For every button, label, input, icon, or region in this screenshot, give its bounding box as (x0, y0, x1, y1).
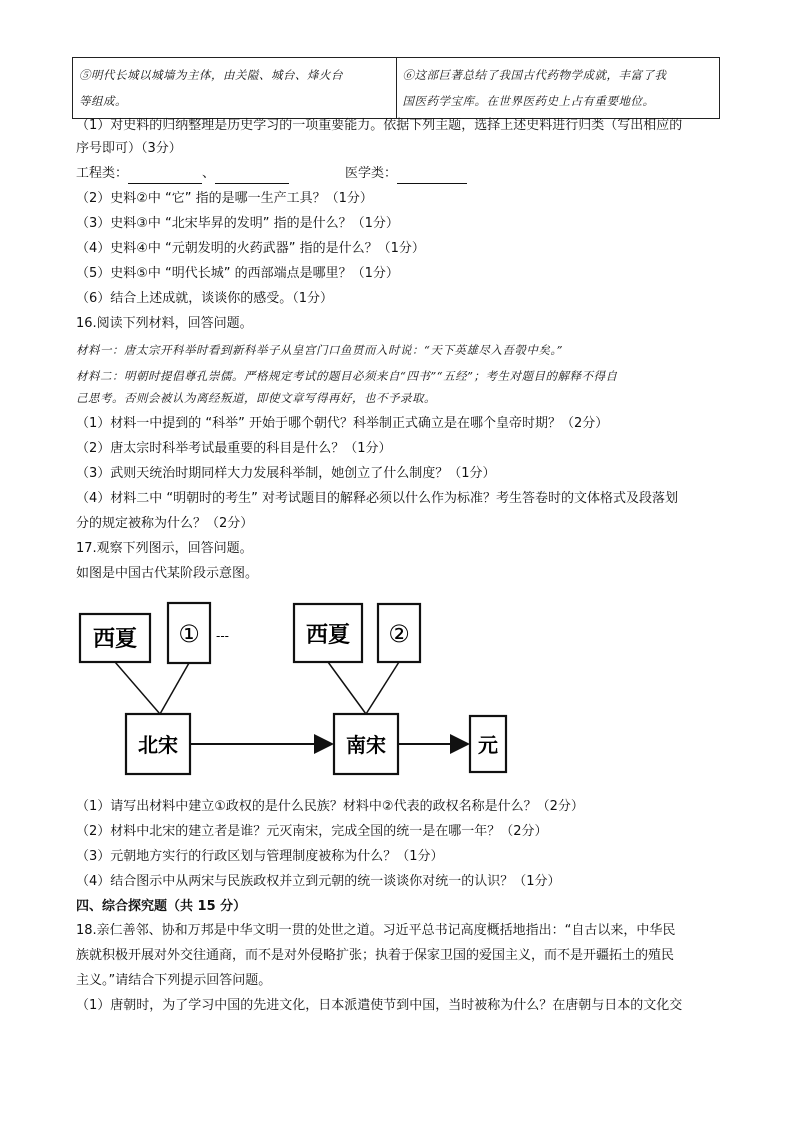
connector-xixia-beisong (115, 662, 160, 714)
q16-part1: （1）材料一中提到的 “科举” 开始于哪个朝代？科举制正式确立是在哪个皇帝时期？（2分） (76, 416, 609, 431)
engineering-label: 工程类： (76, 166, 129, 181)
section-4-heading: 四、综合探究题（共 15 分） (76, 899, 247, 914)
nansong-label: 南宋 (346, 733, 386, 757)
q17-part1: （1）请写出材料中建立①政权的是什么民族？材料中②代表的政权名称是什么？（2分） (76, 799, 584, 814)
connector-regime2-nansong (366, 662, 399, 714)
q16-part4-line2: 分的规定被称为什么？（2分） (76, 516, 254, 531)
regime-1-dash: --- (216, 629, 229, 643)
connector-xixia-nansong (328, 662, 366, 714)
q15-part3: （3）史料③中 “北宋毕昇的发明” 指的是什么？（1分） (76, 216, 399, 231)
q17-part2: （2）材料中北宋的建立者是谁？元灭南宋，完成全国的统一是在哪一年？（2分） (76, 824, 548, 839)
q17-part4: （4）结合图示中从两宋与民族政权并立到元朝的统一谈谈你对统一的认识？（1分） (76, 874, 561, 889)
engineering-blank-1[interactable] (128, 169, 202, 184)
q15-part5: （5）史料⑤中 “明代长城” 的西部端点是哪里？（1分） (76, 266, 399, 281)
q15-part2: （2）史料②中 “它” 指的是哪一生产工具？（1分） (76, 191, 373, 206)
q15-part1-line1: （1）对史料的归纳整理是历史学习的一项重要能力。依据下列主题，选择上述史料进行归类（写出相应的 (76, 118, 683, 133)
q15-part4: （4）史料④中 “元朝发明的火药武器” 指的是什么？（1分） (76, 241, 425, 256)
blank-separator: 、 (202, 166, 216, 181)
source-cell-6 (396, 58, 720, 119)
q16-title: 16.阅读下列材料，回答问题。 (76, 316, 253, 331)
connector-regime1-beisong (160, 663, 189, 714)
q17-title: 17.观察下列图示，回答问题。 (76, 541, 253, 556)
q15-part1-line2: 序号即可）（3分） (76, 141, 182, 156)
medical-blank[interactable] (397, 169, 467, 184)
source-5-line1: ⑤明代长城以城墙为主体，由关隘、城台、烽火台 (79, 68, 343, 82)
q15-part6: （6）结合上述成就，谈谈你的感受。（1分） (76, 291, 334, 306)
source-table (72, 57, 720, 119)
beisong-label: 北宋 (138, 733, 178, 757)
q18-line2: 族就积极开展对外交往通商，而不是对外侵略扩张；执着于保家卫国的爱国主义，而不是开疆拓土的殖民 (76, 948, 675, 963)
yuan-label: 元 (478, 733, 498, 757)
source-6-line2: 国医药学宝库。在世界医药史上占有重要地位。 (402, 94, 655, 108)
xixia-label-2: 西夏 (305, 623, 351, 648)
q16-material-1: 材料一：唐太宗开科举时看到新科举子从皇宫门口鱼贯而入时说：“天下英雄尽入吾彀中矣。” (76, 343, 564, 357)
regime-2-label: ② (388, 620, 410, 648)
q16-material-2-line2: 己思考。否则会被认为离经叛道，即使文章写得再好，也不予录取。 (76, 391, 436, 405)
q16-part3: （3）武则天统治时期同样大力发展科举制，她创立了什么制度？（1分） (76, 466, 496, 481)
engineering-blank-2[interactable] (215, 169, 289, 184)
q18-part1: （1）唐朝时，为了学习中国的先进文化，日本派遣使节到中国，当时被称为什么？在唐朝与日本的文化交 (76, 998, 683, 1013)
source-6-line1: ⑥这部巨著总结了我国古代药物学成就，丰富了我 (402, 68, 667, 82)
q17-intro: 如图是中国古代某阶段示意图。 (76, 566, 259, 581)
regime-1-label: ① (178, 620, 200, 648)
q17-part3: （3）元朝地方实行的行政区划与管理制度被称为什么？（1分） (76, 849, 444, 864)
q16-part2: （2）唐太宗时科举考试最重要的科目是什么？（1分） (76, 441, 392, 456)
source-5-line2: 等组成。 (79, 94, 127, 108)
q15-answer-row (76, 164, 467, 184)
table-row (73, 58, 720, 119)
source-cell-5 (73, 58, 397, 119)
q16-material-2-line1: 材料二：明朝时提倡尊孔崇儒。严格规定考试的题目必须来自“四书”“五经”；考生对题目的解释不得自 (76, 369, 618, 383)
q18-line1: 18.亲仁善邻、协和万邦是中华文明一贯的处世之道。习近平总书记高度概括地指出：“自古以来，中华民 (76, 923, 676, 938)
xixia-label-1: 西夏 (92, 627, 138, 652)
q18-line3: 主义。”请结合下列提示回答问题。 (76, 973, 272, 988)
q16-part4-line1: （4）材料二中 “明朝时的考生” 对考试题目的解释必须以什么作为标准？考生答卷时的文体格式及段落划 (76, 491, 679, 506)
dynasty-diagram (70, 598, 520, 788)
medical-label: 医学类： (345, 166, 398, 181)
